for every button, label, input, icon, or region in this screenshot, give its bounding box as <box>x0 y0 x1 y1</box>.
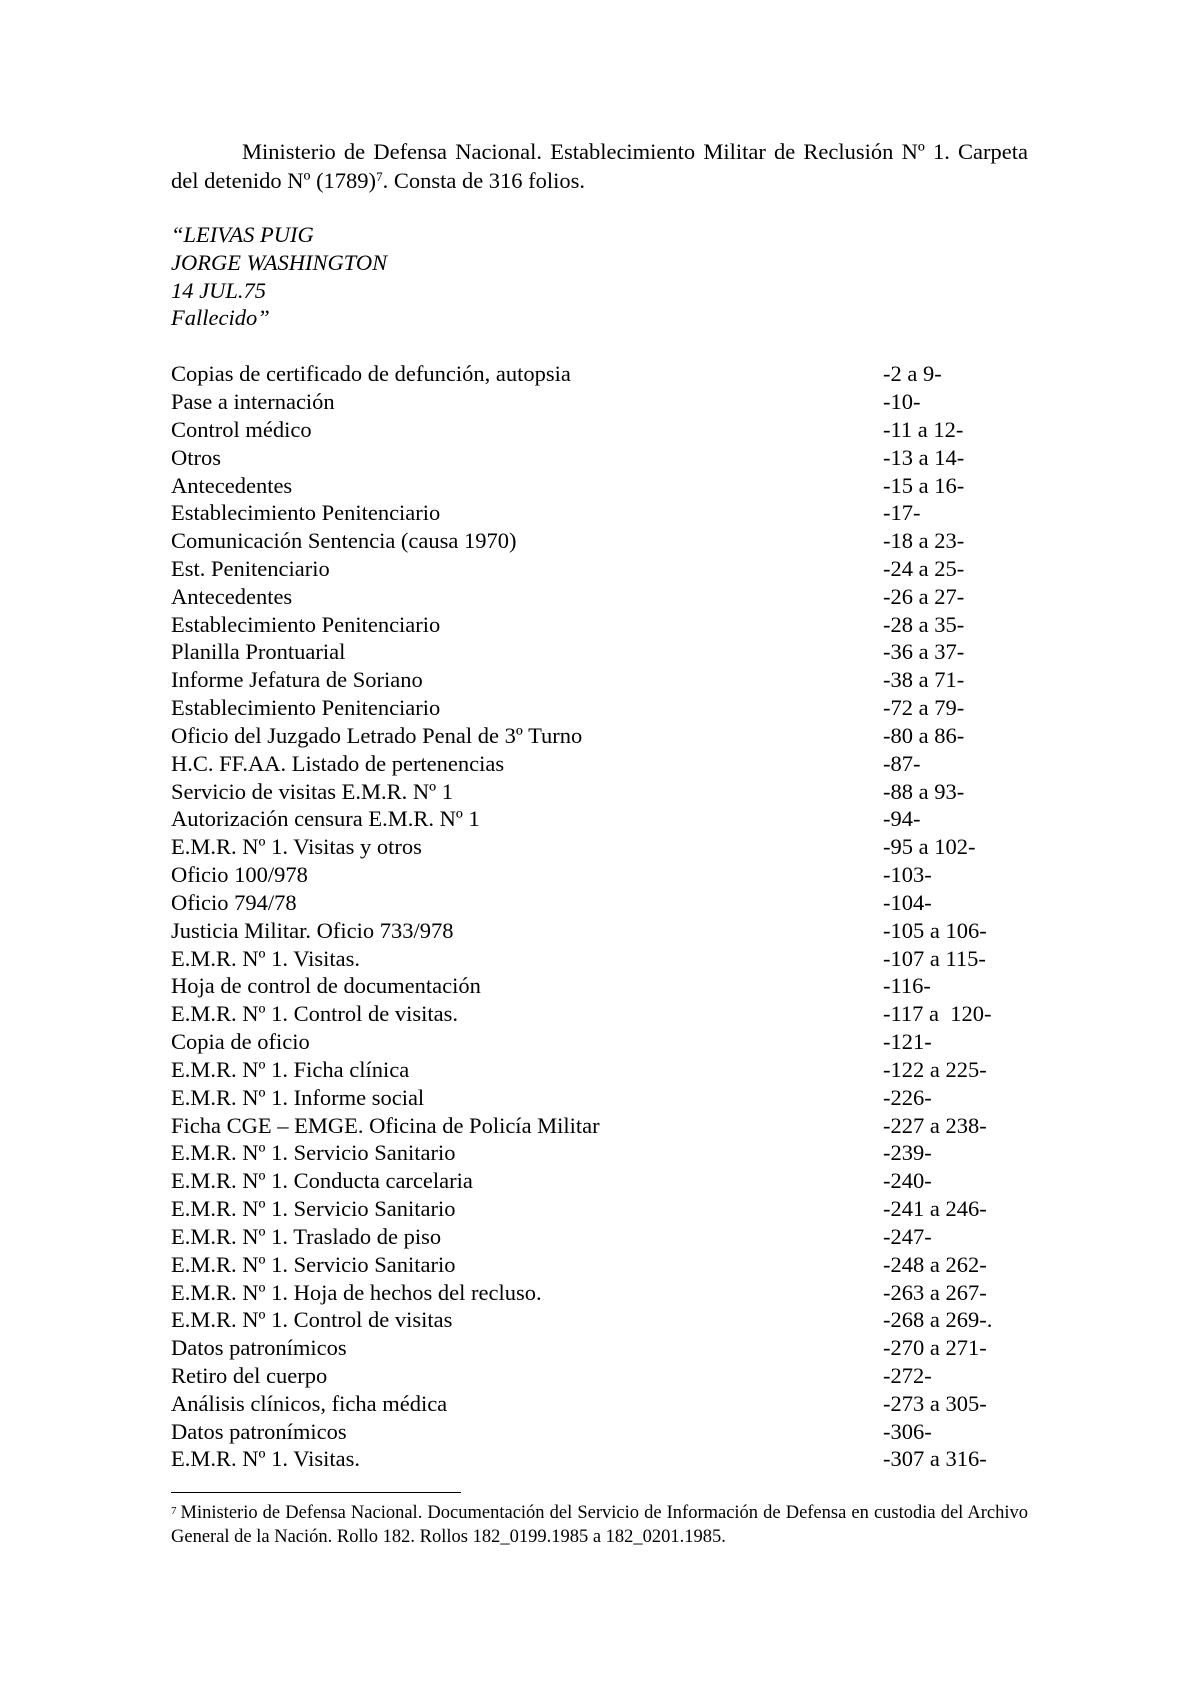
entry-folio-range: -72 a 79- <box>883 695 965 721</box>
entry-folio-range: -94- <box>883 806 921 832</box>
index-entry <box>171 611 1028 639</box>
index-entry <box>171 833 1028 861</box>
index-entry <box>171 1028 1028 1056</box>
intro-text: Ministerio de Defensa Nacional. Establecimiento Militar de Reclusión Nº 1. Carpeta del detenido Nº (1789) <box>171 139 1028 193</box>
entry-folio-range: -105 a 106- <box>883 917 987 943</box>
footnote-separator <box>171 1492 461 1493</box>
entry-folio-range: -15 a 16- <box>883 472 965 498</box>
entry-description: H.C. FF.AA. Listado de pertenencias <box>171 750 505 776</box>
entry-folio-range: -2 a 9- <box>883 361 942 387</box>
index-entry <box>171 472 1028 500</box>
index-entry <box>171 388 1028 416</box>
entry-folio-range: -240- <box>883 1168 932 1194</box>
index-entry <box>171 1084 1028 1112</box>
index-entry <box>171 972 1028 1000</box>
folio-index-list <box>171 360 1028 1473</box>
entry-description: Copias de certificado de defunción, autopsia <box>171 361 571 387</box>
entry-description: E.M.R. Nº 1. Control de visitas <box>171 1307 453 1333</box>
entry-folio-range: -18 a 23- <box>883 528 965 554</box>
entry-folio-range: -248 a 262- <box>883 1251 987 1277</box>
index-entry <box>171 638 1028 666</box>
entry-description: Copia de oficio <box>171 1029 310 1055</box>
entry-description: E.M.R. Nº 1. Visitas y otros <box>171 834 422 860</box>
index-entry <box>171 861 1028 889</box>
footnote-text: Ministerio de Defensa Nacional. Documentación del Servicio de Información de Defensa en custodia del Archivo General de la Nación. Rollo 182. Rollos 182_0199.1985 a 182_0201.1985. <box>171 1503 1028 1547</box>
index-entry <box>171 444 1028 472</box>
index-entry <box>171 1112 1028 1140</box>
entry-description: Est. Penitenciario <box>171 555 330 581</box>
entry-description: Establecimiento Penitenciario <box>171 695 441 721</box>
entry-description: E.M.R. Nº 1. Traslado de piso <box>171 1223 442 1249</box>
index-entry <box>171 750 1028 778</box>
index-entry <box>171 499 1028 527</box>
entry-description: Retiro del cuerpo <box>171 1363 328 1388</box>
entry-description: E.M.R. Nº 1. Ficha clínica <box>171 1056 410 1082</box>
entry-description: Oficio 100/978 <box>171 862 308 888</box>
index-entry <box>171 1251 1028 1279</box>
index-entry <box>171 1139 1028 1167</box>
entry-folio-range: -226- <box>883 1084 932 1110</box>
entry-description: E.M.R. Nº 1. Visitas. <box>171 1446 360 1472</box>
footnote-reference[interactable]: 7 <box>376 168 383 184</box>
index-entry <box>171 1362 1028 1390</box>
entry-folio-range: -103- <box>883 862 932 888</box>
entry-description: Pase a internación <box>171 389 335 415</box>
entry-folio-range: -117 a 120- <box>883 1001 992 1027</box>
index-entry <box>171 1000 1028 1028</box>
entry-description: E.M.R. Nº 1. Visitas. <box>171 945 360 971</box>
entry-description: Servicio de visitas E.M.R. Nº 1 <box>171 778 453 804</box>
entry-description: E.M.R. Nº 1. Control de visitas. <box>171 1001 458 1027</box>
index-entry <box>171 1418 1028 1446</box>
intro-text-after: . Consta de 316 folios. <box>382 167 586 193</box>
entry-folio-range: -28 a 35- <box>883 611 965 637</box>
index-entry <box>171 722 1028 750</box>
footnote <box>171 1502 1028 1549</box>
index-entry <box>171 1306 1028 1334</box>
entry-folio-range: -272- <box>883 1363 932 1388</box>
entry-folio-range: -107 a 115- <box>883 945 986 971</box>
entry-description: Establecimiento Penitenciario <box>171 500 441 526</box>
entry-description: Hoja de control de documentación <box>171 973 481 999</box>
entry-folio-range: -80 a 86- <box>883 722 965 748</box>
entry-folio-range: -122 a 225- <box>883 1056 987 1082</box>
entry-description: E.M.R. Nº 1. Servicio Sanitario <box>171 1140 456 1166</box>
index-entry <box>171 583 1028 611</box>
index-entry <box>171 1167 1028 1195</box>
entry-description: Otros <box>171 444 221 470</box>
entry-folio-range: -104- <box>883 889 932 915</box>
entry-folio-range: -88 a 93- <box>883 778 965 804</box>
index-entry <box>171 805 1028 833</box>
entry-description: Oficio 794/78 <box>171 889 297 915</box>
entry-folio-range: -268 a 269-. <box>883 1307 993 1333</box>
entry-description: Informe Jefatura de Soriano <box>171 667 423 693</box>
index-entry <box>171 527 1028 555</box>
entry-description: Control médico <box>171 416 312 442</box>
entry-folio-range: -306- <box>883 1418 932 1444</box>
detainee-header <box>171 221 1028 332</box>
index-entry <box>171 1334 1028 1362</box>
index-entry <box>171 1390 1028 1418</box>
entry-description: Datos patronímicos <box>171 1335 347 1361</box>
entry-folio-range: -11 a 12- <box>883 416 964 442</box>
intro-paragraph <box>171 138 1028 195</box>
entry-folio-range: -121- <box>883 1029 932 1055</box>
index-entry <box>171 1279 1028 1307</box>
entry-folio-range: -13 a 14- <box>883 444 965 470</box>
index-entry <box>171 1195 1028 1223</box>
entry-folio-range: -38 a 71- <box>883 667 965 693</box>
index-entry <box>171 555 1028 583</box>
entry-description: E.M.R. Nº 1. Conducta carcelaria <box>171 1168 473 1194</box>
entry-folio-range: -227 a 238- <box>883 1112 987 1138</box>
entry-folio-range: -273 a 305- <box>883 1390 987 1416</box>
index-entry <box>171 416 1028 444</box>
entry-folio-range: -87- <box>883 750 921 776</box>
index-entry <box>171 694 1028 722</box>
entry-description: Antecedentes <box>171 583 293 609</box>
index-entry <box>171 945 1028 973</box>
header-line: Fallecido” <box>171 305 270 331</box>
index-entry <box>171 1056 1028 1084</box>
entry-folio-range: -17- <box>883 500 921 526</box>
entry-folio-range: -10- <box>883 389 921 415</box>
entry-description: Oficio del Juzgado Letrado Penal de 3º Turno <box>171 722 583 748</box>
index-entry <box>171 778 1028 806</box>
document-page <box>171 138 1028 1473</box>
entry-description: Datos patronímicos <box>171 1418 347 1444</box>
entry-description: Ficha CGE – EMGE. Oficina de Policía Militar <box>171 1112 600 1138</box>
entry-folio-range: -26 a 27- <box>883 583 965 609</box>
entry-folio-range: -116- <box>883 973 931 999</box>
index-entry <box>171 360 1028 388</box>
index-entry <box>171 666 1028 694</box>
index-entry <box>171 889 1028 917</box>
entry-description: Autorización censura E.M.R. Nº 1 <box>171 806 480 832</box>
index-entry <box>171 1223 1028 1251</box>
header-line: 14 JUL.75 <box>171 277 266 303</box>
entry-description: Análisis clínicos, ficha médica <box>171 1390 448 1416</box>
entry-description: E.M.R. Nº 1. Informe social <box>171 1084 425 1110</box>
entry-folio-range: -24 a 25- <box>883 555 965 581</box>
entry-description: Justicia Militar. Oficio 733/978 <box>171 917 454 943</box>
entry-description: Establecimiento Penitenciario <box>171 611 441 637</box>
entry-description: Planilla Prontuarial <box>171 639 346 665</box>
entry-description: Comunicación Sentencia (causa 1970) <box>171 528 517 554</box>
entry-description: E.M.R. Nº 1. Servicio Sanitario <box>171 1251 456 1277</box>
header-line: “LEIVAS PUIG <box>171 222 314 247</box>
entry-folio-range: -247- <box>883 1223 932 1249</box>
entry-folio-range: -241 a 246- <box>883 1196 987 1222</box>
entry-folio-range: -263 a 267- <box>883 1279 987 1305</box>
entry-folio-range: -36 a 37- <box>883 639 965 665</box>
entry-description: E.M.R. Nº 1. Hoja de hechos del recluso. <box>171 1279 542 1305</box>
index-entry <box>171 917 1028 945</box>
index-entry <box>171 1445 1028 1473</box>
footnote-number: 7 <box>171 1505 177 1517</box>
entry-description: E.M.R. Nº 1. Servicio Sanitario <box>171 1196 456 1222</box>
entry-folio-range: -239- <box>883 1140 932 1166</box>
entry-folio-range: -270 a 271- <box>883 1335 987 1361</box>
header-line: JORGE WASHINGTON <box>171 249 388 275</box>
entry-folio-range: -307 a 316- <box>883 1446 987 1472</box>
entry-folio-range: -95 a 102- <box>883 834 976 860</box>
entry-description: Antecedentes <box>171 472 293 498</box>
